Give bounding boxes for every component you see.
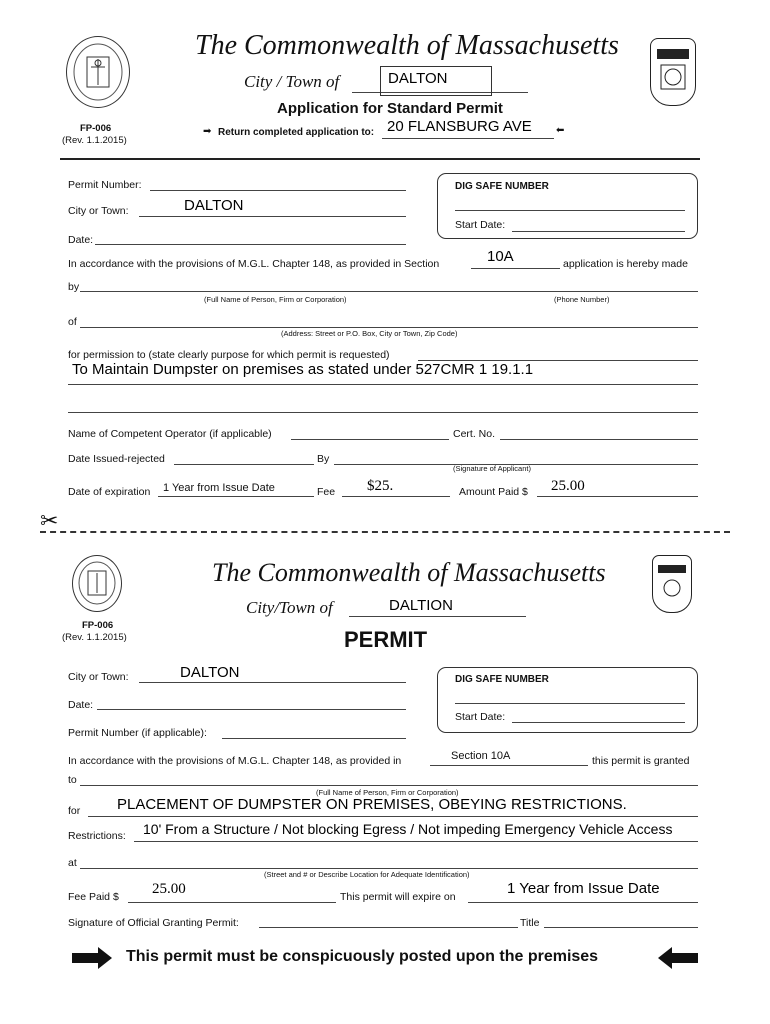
permit-city-field[interactable]: [139, 682, 406, 683]
expiration-value: 1 Year from Issue Date: [163, 482, 275, 494]
by2-label: By: [317, 453, 330, 465]
commonwealth-title: The Commonwealth of Massachusetts: [195, 30, 619, 61]
permit-fee-paid-field[interactable]: [128, 902, 336, 903]
permit-date-field[interactable]: [97, 709, 406, 710]
date-field[interactable]: [95, 244, 406, 245]
return-label: Return completed application to:: [218, 127, 375, 138]
arrow-right-icon-2: [72, 947, 112, 972]
fee-value: $25.: [367, 478, 394, 494]
permit-street-caption: (Street and # or Describe Location for Adequate Identification): [264, 870, 470, 879]
application-made-label: application is hereby made: [563, 258, 688, 270]
permit-number-label: Permit Number:: [68, 179, 142, 191]
permit-title-label: Title: [520, 917, 540, 929]
scissors-icon: ✂: [40, 508, 59, 533]
fee-field[interactable]: [342, 496, 450, 497]
of-label: of: [68, 316, 77, 328]
address-field[interactable]: [80, 327, 698, 328]
dig-safe-field[interactable]: [455, 210, 685, 211]
phone-caption: (Phone Number): [554, 295, 610, 304]
permit-city-town-field[interactable]: [349, 616, 526, 617]
permit-fee-paid-value: 25.00: [152, 881, 186, 897]
cert-field[interactable]: [500, 439, 698, 440]
address-caption: (Address: Street or P.O. Box, City or Town, Zip Code): [281, 329, 458, 338]
city-town-label: City / Town of: [244, 72, 340, 91]
permit-form-revision: (Rev. 1.1.2015): [62, 632, 127, 643]
signature-caption: (Signature of Applicant): [453, 464, 531, 473]
expiration-field[interactable]: [158, 496, 314, 497]
permit-number-label: Permit Number (if applicable):: [68, 727, 207, 739]
purpose-label: for permission to (state clearly purpose for which permit is requested): [68, 349, 390, 361]
permit-expire-label: This permit will expire on: [340, 891, 456, 903]
permit-city-label: City or Town:: [68, 671, 129, 683]
arrow-left-icon: ⬅: [556, 125, 565, 136]
fee-label: Fee: [317, 486, 336, 498]
accordance-label: In accordance with the provisions of M.G.L. Chapter 148, as provided in Section: [68, 258, 440, 270]
amount-paid-field[interactable]: [537, 496, 698, 497]
permit-to-label: to: [68, 774, 77, 786]
amount-paid-label: Amount Paid $: [459, 486, 528, 498]
cut-line: [40, 531, 730, 533]
permit-restrictions-value: 10' From a Structure / Not blocking Egress / Not impeding Emergency Vehicle Access: [143, 821, 673, 837]
city-label: City or Town:: [68, 205, 129, 217]
permit-signature-field[interactable]: [259, 927, 518, 928]
permit-accordance-label: In accordance with the provisions of M.G.L. Chapter 148, as provided in: [68, 755, 402, 767]
permit-date-label: Date:: [68, 699, 94, 711]
date-issued-field[interactable]: [174, 464, 314, 465]
permit-signature-label: Signature of Official Granting Permit:: [68, 917, 239, 929]
operator-label: Name of Competent Operator (if applicable): [68, 428, 272, 440]
section-field[interactable]: [471, 268, 560, 269]
massachusetts-seal-icon: [66, 36, 130, 108]
date-issued-label: Date Issued-rejected: [68, 453, 165, 465]
by-label: by: [68, 281, 80, 293]
arrow-right-icon: ➡: [203, 126, 212, 137]
full-name-caption: (Full Name of Person, Firm or Corporation): [204, 295, 347, 304]
city-value: DALTON: [184, 197, 244, 214]
permit-for-field[interactable]: [88, 816, 698, 817]
permit-expire-field[interactable]: [468, 902, 698, 903]
start-date-label: Start Date:: [455, 219, 506, 231]
header-divider: [60, 158, 700, 160]
permit-for-value: PLACEMENT OF DUMPSTER ON PREMISES, OBEYING RESTRICTIONS.: [117, 796, 627, 813]
applicant-name-field[interactable]: [80, 291, 698, 292]
massachusetts-seal-icon-2: [72, 555, 122, 612]
permit-expire-value: 1 Year from Issue Date: [507, 880, 660, 897]
form-title: Application for Standard Permit: [277, 100, 503, 117]
fire-department-badge-icon: [650, 38, 696, 106]
fire-department-badge-icon-2: [652, 555, 692, 613]
permit-commonwealth-title: The Commonwealth of Massachusetts: [212, 558, 606, 587]
permit-city-value: DALTON: [180, 664, 240, 681]
permit-title: PERMIT: [344, 627, 428, 652]
permit-city-town-value: DALTION: [389, 597, 453, 614]
expiration-label: Date of expiration: [68, 486, 151, 498]
permit-to-field[interactable]: [80, 785, 698, 786]
permit-at-label: at: [68, 857, 77, 869]
permit-start-date-label: Start Date:: [455, 711, 506, 723]
permit-restrictions-label: Restrictions:: [68, 830, 126, 842]
section-value: 10A: [487, 248, 514, 265]
operator-field[interactable]: [291, 439, 449, 440]
permit-full-name-caption: (Full Name of Person, Firm or Corporation): [316, 788, 459, 797]
cert-label: Cert. No.: [453, 428, 496, 440]
amount-paid-value: 25.00: [551, 478, 585, 494]
permit-dig-safe-field[interactable]: [455, 703, 685, 704]
permit-fee-paid-label: Fee Paid $: [68, 891, 119, 903]
permit-section-value: Section 10A: [451, 750, 511, 762]
city-town-value: DALTON: [388, 70, 448, 87]
permit-start-date-field[interactable]: [512, 722, 685, 723]
dig-safe-label: DIG SAFE NUMBER: [455, 181, 549, 192]
form-number: FP-006: [80, 123, 112, 134]
permit-dig-safe-label: DIG SAFE NUMBER: [455, 674, 549, 685]
return-value[interactable]: 20 FLANSBURG AVE: [387, 118, 532, 135]
permit-number-field[interactable]: [222, 738, 406, 739]
permit-city-town-label: City/Town of: [246, 598, 333, 617]
city-field[interactable]: [139, 216, 406, 217]
permit-title-field[interactable]: [544, 927, 698, 928]
permit-number-field[interactable]: [150, 190, 406, 191]
purpose-value: To Maintain Dumpster on premises as stated under 527CMR 1 19.1.1: [72, 361, 534, 378]
permit-form-number: FP-006: [82, 620, 114, 631]
permit-granted-label: this permit is granted: [592, 755, 690, 767]
date-label: Date:: [68, 234, 94, 246]
permit-for-label: for: [68, 805, 81, 817]
permit-at-field[interactable]: [80, 868, 698, 869]
arrow-left-icon-2: [658, 947, 698, 972]
permit-section-field[interactable]: [430, 765, 588, 766]
footer-notice: This permit must be conspicuously posted upon the premises: [126, 948, 599, 965]
permit-restrictions-field[interactable]: [134, 841, 698, 842]
form-revision: (Rev. 1.1.2015): [62, 135, 127, 146]
start-date-field[interactable]: [512, 231, 685, 232]
